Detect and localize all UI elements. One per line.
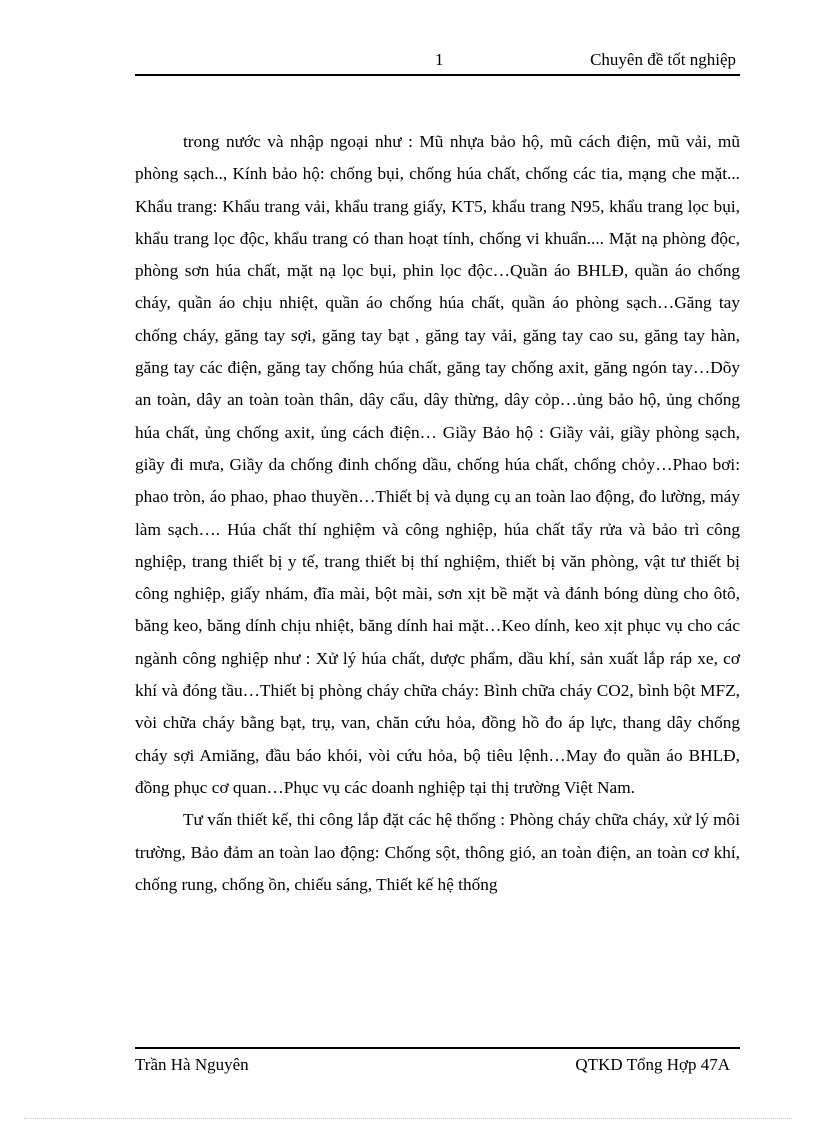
header-title: Chuyên đề tốt nghiệp bbox=[590, 50, 736, 69]
footer-class: QTKD Tổng Hợp 47A bbox=[575, 1055, 730, 1074]
paragraph-services: Tư vấn thiết kế, thi công lắp đặt các hệ thống : Phòng cháy chữa cháy, xử lý môi trường, Bảo đảm an toàn lao động: Chống sột, thông gió, an toàn điện, an toàn cơ khí, chống rung, chống ồn, chiếu sáng, Thiết kế hệ thống bbox=[135, 810, 740, 894]
page-edge-divider bbox=[24, 1118, 792, 1119]
page-number: 1 bbox=[435, 50, 444, 69]
paragraph-products: trong nước và nhập ngoại như : Mũ nhựa bảo hộ, mũ cách điện, mũ vải, mũ phòng sạch.., Kính bảo hộ: chống bụi, chống húa chất, chống các tia, mạng che mặt... Khẩu trang: Khẩu trang vải, khẩu trang giấy, KT5, khẩu trang N95, khẩu trang lọc bụi, khẩu trang lọc độc, khẩu trang có than hoạt tính, chống vi khuẩn.... Mặt nạ phòng độc, phòng sơn húa chất, mặt nạ lọc bụi, phin lọc độc…Quần áo BHLĐ, quần áo chống cháy, quần áo chịu nhiệt, quần áo chống húa chất, quần áo phòng sạch…Găng tay chống cháy, găng tay sợi, găng tay bạt , găng tay vải, găng tay cao su, găng tay hàn, găng tay các điện, găng tay chống húa chất, găng tay chống axit, găng ngón tay…Dõy an toàn, dây an toàn toàn thân, dây cẩu, dây thừng, dây cỏp…ủng bảo hộ, ủng chống húa chất, ủng chống axit, ủng cách điện… Giầy Bảo hộ : Giầy vải, giầy phòng sạch, giầy đi mưa, Giầy da chống đinh chống dầu, chống húa chất, chống chỏy…Phao bơi: phao tròn, áo phao, phao thuyền…Thiết bị và dụng cụ an toàn lao động, đo lường, máy làm sạch…. Húa chất thí nghiệm và công nghiệp, húa chất tẩy rửa và bảo trì công nghiệp, trang thiết bị y tế, trang thiết bị thí nghiệm, thiết bị văn phòng, vật tư thiết bị công nghiệp, giấy nhám, đĩa mài, bột mài, sơn xịt bề mặt và đánh bóng dùng cho ôtô, băng keo, băng dính chịu nhiệt, băng dính hai mặt…Keo dính, keo xịt phục vụ cho các ngành công nghiệp như : Xử lý húa chất, dược phẩm, dầu khí, sản xuất lắp ráp xe, cơ khí và đóng tầu…Thiết bị phòng cháy chữa cháy: Bình chữa cháy CO2, bình bột MFZ, vòi chữa cháy bằng bạt, trụ, van, chăn cứu hỏa, đồng hồ đo áp lực, thang dây chống cháy sợi Amiăng, đầu báo khói, vòi cứu hỏa, bộ tiêu lệnh…May đo quần áo BHLĐ, đồng phục cơ quan…Phục vụ các doanh nghiệp tại thị trường Việt Nam. bbox=[135, 132, 740, 797]
page-header bbox=[135, 48, 740, 76]
footer-author: Trần Hà Nguyên bbox=[135, 1055, 249, 1074]
page-footer bbox=[135, 1047, 740, 1079]
document-body bbox=[135, 126, 740, 901]
